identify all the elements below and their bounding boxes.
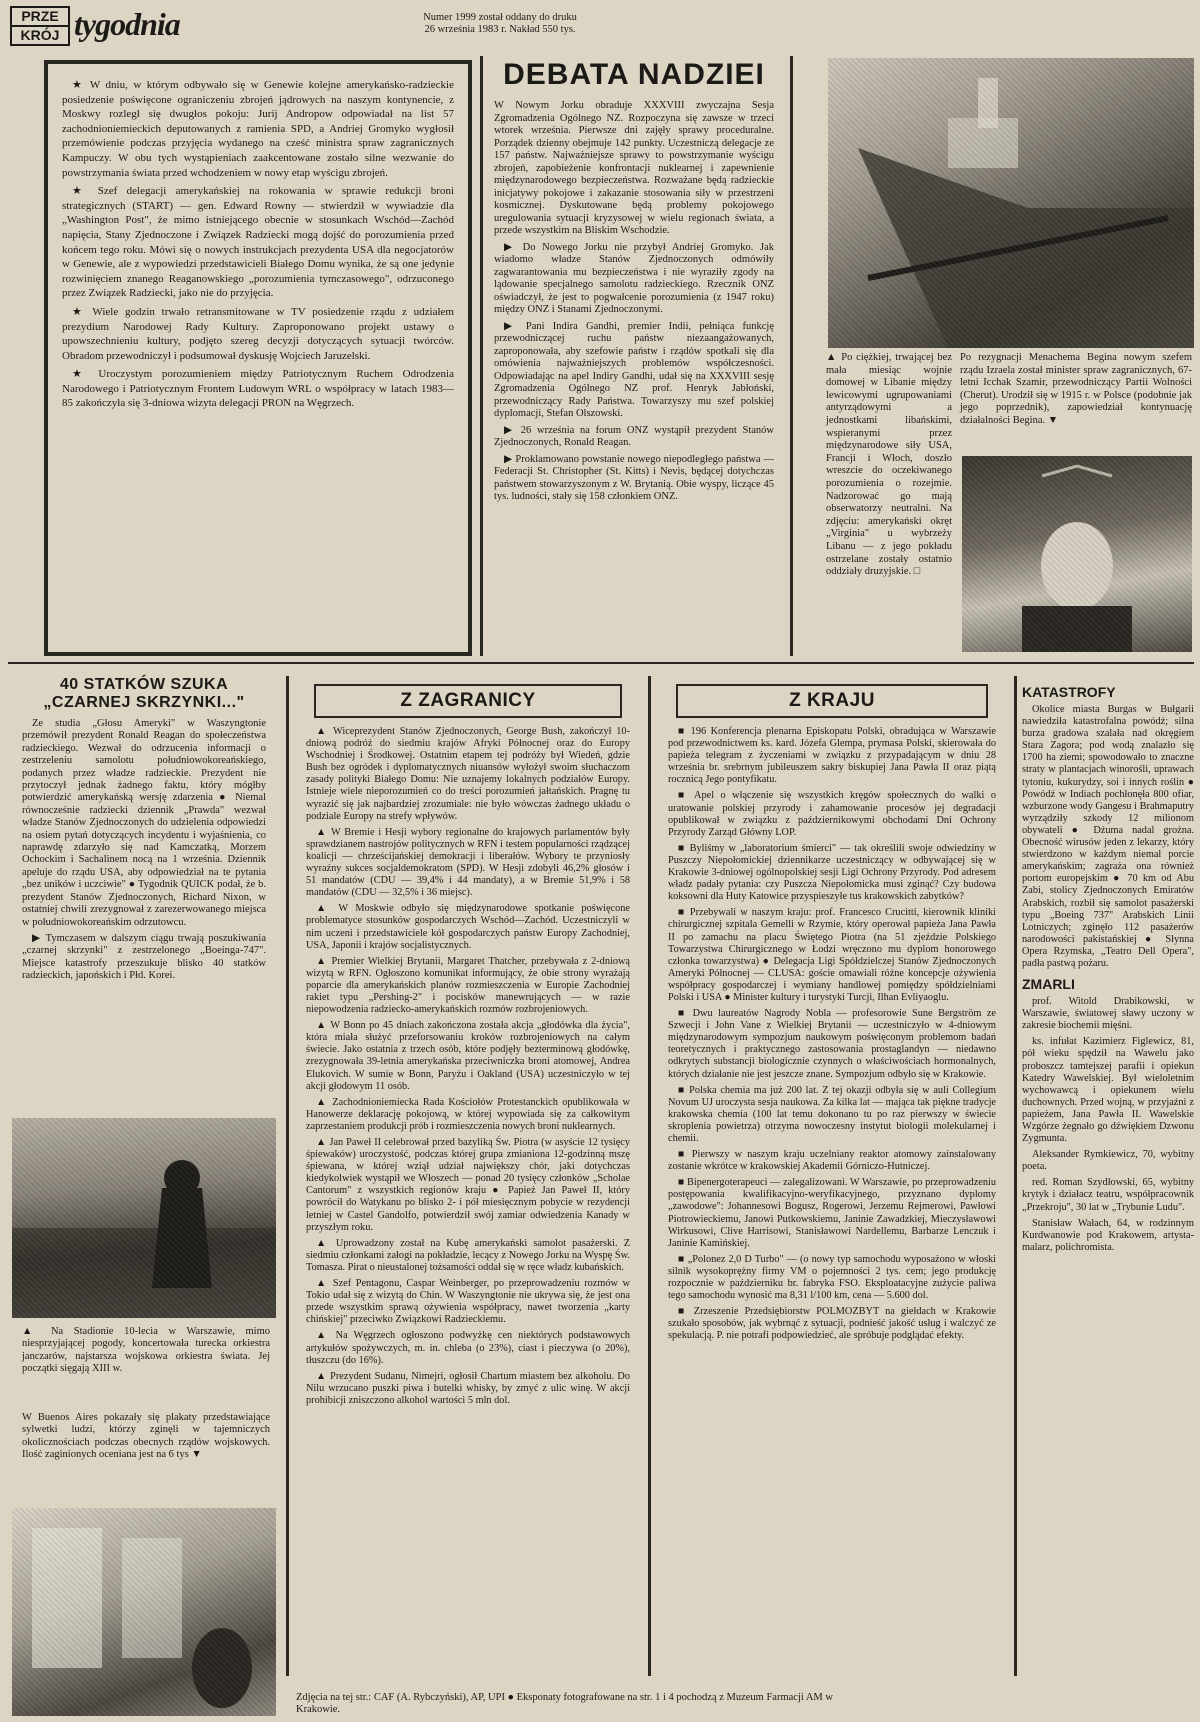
debata-para-4: ▶ 26 września na forum ONZ wystąpił prezydent Stanów Zjednoczonych, Ronald Reagan.: [494, 424, 774, 448]
debata-para-3: ▶ Pani Indira Gandhi, premier Indii, pełniąca funkcję przewodniczącej ruchu państw niezaangażowanych, zaproponowała, aby szefowie państw i rządów spotkali się dla omówienia najważniejszych problemów współczesności. Odpowiadając na apel Indiry Gandhi, udał się na XXXVIII sesję Zgromadzenia Ogólnego NZ prof. Henryk Jabłoński, przewodniczący Rady Państwa. Towarzyszy mu szef polskiej dyplomacji, Stefan Olszowski.: [494, 320, 774, 419]
kraju-section: [656, 684, 1008, 1347]
zagranicy-title: Z ZAGRANICY: [314, 684, 622, 718]
zmarli-para-3: Aleksander Rymkiewicz, 70, wybitny poeta.: [1022, 1149, 1194, 1173]
photo-credits: Zdjęcia na tej str.: CAF (A. Rybczyński), AP, UPI ● Eksponaty fotografowane na str. 1 i 4 pochodzą z Muzeum Farmacji AM w Krakowie.: [296, 1692, 833, 1715]
warship-icon: [828, 58, 1194, 348]
zmarli-para-1: prof. Witold Drabikowski, w Warszawie, światowej sławy uczony w zakresie biochemii mięśni.: [1022, 996, 1194, 1032]
kraju-para-9: ■ „Polonez 2,0 D Turbo" — (o nowy typ samochodu wyposażono w włoski silnik wysokoprężny firmy VM o pojemności 2 tys. cem; jego produkcję rozpocznie w październiku br. fabryka FSO. Eksploatacyjne zużycie paliwa tego samochodu wynosić ma 8,31 l/100 km, cena — 5.600 dol.: [668, 1253, 996, 1302]
statki-title-1: 40 STATKÓW SZUKA: [59, 676, 229, 693]
zmarli-para-2: ks. infułat Kazimierz Figlewicz, 81, pół wieku spędził na Wawelu jako proboszcz tamtejszej parafii i opiekun Katedry Wawelskiej. Był wieloletnim wychowawcą i opiekunem wielu duchownych. Przed wojną, w przyjaźni z papieżem, Jana Pawła II. Wawelskie Wzgórze żegnało go dźwiękiem Dzwonu Zygmunta.: [1022, 1036, 1194, 1145]
statki-para-1: Ze studia „Głosu Ameryki" w Waszyngtonie przemówił prezydent Ronald Reagan do społeczeństwa radzieckiego. Wezwał do odrzucenia informacji o zestrzeleniu samolotu południowokoreańskiego, podanych przez władze radzieckie. Prezydent nie przytoczył jednak żadnego faktu, który mógłby potwierdzić amerykańską wersję zdarzenia ● Niemal równocześnie radziecki dziennik „Prawda" wezwał władze Stanów Zjednoczonych do udzielenia odpowiedzi na osiem pytań dotyczących incydentu i wyjaśnienia, co naprawdę zdarzyło się nad Kamczatką, Morzem Ochockim i Sachalinem nocą na 1 września. Dziennik apeluje do rządu USA, aby odpowiedział na te pytania „bez uników i uczciwie" ● Tygodnik QUICK podał, że b. prezydent Stanów Zjednoczonych, Richard Nixon, w ostatniej chwili zrezygnował z zarezerwowanego miejsca w południowokoreańskim odrzutowcu.: [22, 718, 266, 928]
imprint-line1: Numer 1999 został oddany do druku: [423, 12, 577, 23]
kraju-para-4: ■ Przebywali w naszym kraju: prof. Francesco Crucitti, kierownik kliniki chirurgicznej szpitala Gemelli w Rzymie, który operował papieża Jana Pawła II po zamachu na placu Świętego Piotra (na 51 zjeździe Polskiego Towarzystwa Chirurgicznego w Łodzi wręczono mu dyplom honorowego członka towarzystwa) ● Delegacja Ligi Spółdzielczej Stanów Zjednoczonych Ameryki Północnej — CLUSA: goście omawiali różne koncepcje ożywienia współpracy gospodarczej i wymiany handlowej pomiędzy spółdzielniami Polski i USA ● Minister kultury i turystyki Turcji, Ilhan Evliyaoglu.: [668, 907, 996, 1003]
zagranicy-para-9: ▲ Szef Pentagonu, Caspar Weinberger, po przeprowadzeniu rozmów w Tokio udał się z wizytą do Chin. W Waszyngtonie nie ukrywa się, że jest ona przede wszystkim sprawą ożywienia współpracy, nawet tworzenia „karty chińskiej" przeciwko Związkowi Radzieckiemu.: [306, 1278, 630, 1326]
debata-rule-right: [790, 56, 793, 656]
zagranicy-rule-right: [648, 676, 651, 1676]
masthead: [10, 6, 370, 46]
top-news-box: [44, 60, 472, 656]
zagranicy-para-1: ▲ Wiceprezydent Stanów Zjednoczonych, George Bush, zakończył 10-dniową podróż do siedmiu krajów Afryki Północnej oraz do Europy Wschodniej i Środkowej. Ostatnim etapem tej podróży był Wiedeń, gdzie Bush bez ogródek i dyplomatycznych niuansów wyłożył swoim słuchaczom zasady polityki Białego Domu: Nie uznajemy lokalnych podziałów Europy. Istnieje wiele nieporozumień co do treści porozumień jałtańskich. Pragnę tu wyrazić się jak najbardziej zrozumiale: nie było wówczas żadnego układu o podziale Europy na strefy wpływów.: [306, 726, 630, 822]
portrait-icon: [962, 456, 1192, 652]
kraju-title: Z KRAJU: [676, 684, 988, 718]
kraju-para-7: ■ Pierwszy w naszym kraju uczelniany reaktor atomowy zainstalowany zostanie wkrótce w krakowskiej Akademii Górniczo-Hutniczej.: [668, 1149, 996, 1173]
logo: [10, 6, 70, 46]
kraju-para-10: ■ Zrzeszenie Przedsiębiorstw POLMOZBYT na giełdach w Krakowie szukało sposobów, jak wybrnąć z sytuacji, podnieść jakość usług i walczyć ze spekulacją. P. nie potrafi podpowiedzieć, ale spróbuje podglądać efekty.: [668, 1306, 996, 1342]
kraju-para-6: ■ Polska chemia ma już 200 lat. Z tej okazji odbyła się w auli Collegium Novum UJ uroczysta sesja naukowa. Za kilka lat — mająca tak piękne tradycje krakowska chemia (100 lat temu dokonano tu po raz pierwszy w świecie skroplenia powietrza) otrzyma nowoczesny instytut biologii molekularnej i chemii.: [668, 1084, 996, 1144]
statki-title-2: „CZARNEJ SKRZYNKI...": [43, 694, 245, 711]
kraju-rule-right: [1014, 676, 1017, 1676]
zmarli-title: ZMARLI: [1022, 976, 1075, 993]
zagranicy-para-2: ▲ W Bremie i Hesji wybory regionalne do krajowych parlamentów były sprawdzianem nastrojów politycznych w RFN i testem popularności rządzącej koalicji — chrześcijańskiej demokracji i liberałów. Wybory te przyniosły wyraźny sukces socjaldemokratom (SPD). W Hesji zdobyli 46,2% głosów i 51 mandatów (CDU — 39,4% i 44 mandaty), a w Bremie 51,9% i 58 mandatów (CDU — 32,5% i 36 miejsc).: [306, 826, 630, 899]
imprint: [370, 12, 630, 36]
zagranicy-rule-left: [286, 676, 289, 1676]
top-news-4: ★ Uroczystym porozumieniem między Patriotycznym Ruchem Odrodzenia Narodowego i Patriotycznym Frontem Ludowym WRL o współpracy w latach 1983—85 zakończyła się 3-dniowa wizyta delegacji PRON na Węgrzech.: [62, 368, 454, 410]
top-news-2: ★ Szef delegacji amerykańskiej na rokowania w sprawie redukcji broni strategicznych (START) — gen. Edward Rowny — stwierdził w wywiadzie dla „Washington Post", że mimo istniejącego obecnie w stosunkach Wschód—Zachód napięcia, Stany Zjednoczone i Związek Radziecki mogą dojść do porozumienia przed końcem tego roku. Mówi się o nowych instrukcjach prezydenta USA dla negocjatorów w Genewie, ale z wypowiedzi przedstawicieli Białego Domu wynika, że są one jedynie rozwinięciem znanego Reaganowskiego „porozumienia tymczasowego", odrzuconego przez Związek Radziecki, jako nie do przyjęcia.: [62, 185, 454, 300]
katastrofy-section: [1022, 684, 1194, 1258]
photo-buenos-aires: [12, 1508, 276, 1716]
logo-line1: PRZE: [12, 8, 68, 27]
photo-shamir: [962, 456, 1192, 652]
debata-section: [484, 56, 784, 654]
orchestra-icon: [12, 1118, 276, 1318]
zagranicy-para-6: ▲ Zachodnioniemiecka Rada Kościołów Protestanckich opublikowała w Hanowerze deklarację pokojową, w której wypowiada się za całkowitym zaprzestaniem produkcji prób i rozmieszczenia nowych broni nuklearnych.: [306, 1096, 630, 1132]
katastrofy-para-1: Okolice miasta Burgas w Bułgarii nawiedziła katastrofalna powódź; silna burza gradowa szalała nad okręgiem Stara Zagora; pod wodą znalazło się 1700 ha ziemi; spowodowało to znaczne straty w plantacjach winorośli, uprawach tytoniu, kukurydzy, soi i innych roślin ● Powódź w Indiach pochłonęła 800 ofiar, wzburzone wody Gangesu i Brahmaputry wyrządziły szkody 12 milionom obywateli ● Dżuma nadal groźna. Obecność wirusów jeden z lekarzy, który stwierdzono w każdym niemal porcie amerykańskim; zagraża ona również portom europejskim ● 70 km od Abu Zabi, stolicy Zjednoczonych Emiratów Arabskich, rozbił się samolot pasażerski typu „Boeing 737" Arabskich Linii Lotniczych; zginęło 112 pasażerów narodowości pakistańskiej ● Słynna Opera Rzymska, „Teatro Dell Opera", padła pastwą pożaru.: [1022, 704, 1194, 969]
debata-title: DEBATA NADZIEI: [503, 58, 765, 91]
zagranicy-para-7: ▲ Jan Paweł II celebrował przed bazyliką Św. Piotra (w asyście 12 tysięcy śpiewaków) uroczystość, podczas której grupa zmianiona 12-godzinną mszę śpiewana, w której wziął udział największy chór, jaki dotychczas kiedykolwiek wystąpił we Włoszech — ponad 20 tysięcy członków „Scholae Cantorum" z wszystkich regionów kraju ● Papież Jan Paweł II, który powrócił do Watykanu po blisko 2- i pół miesięcznym pobycie w rezydencji letniej w Castel Gandolfo, potwierdził swój zamiar odwiedzenia Kanady w przyszłym roku.: [306, 1137, 630, 1233]
zagranicy-para-3: ▲ W Moskwie odbyło się międzynarodowe spotkanie poświęcone problematyce stosunków gospodarczych Wschód—Zachód. Uczestniczyli w nim uczeni i przedstawiciele kół gospodarczych państw Europy Zachodniej, USA, Japonii i krajów socjalistycznych.: [306, 903, 630, 951]
kraju-para-5: ■ Dwu laureatów Nagrody Nobla — profesorowie Sune Bergström ze Szwecji i John Vane z Wielkiej Brytanii — uczestniczyło w 4-dniowym międzynarodowym sympozjum naukowym poświęconym problemom badań teoretycznych i praktycznego zastosowania prostaglandyn — niedawno odkrytych substancji biologicznie czynnych o właściwościach hormonalnych, których działanie nie jest jeszcze znane. Sympozjum odbyło się w Krakowie.: [668, 1008, 996, 1080]
imprint-line2: 26 września 1983 r. Nakład 550 tys.: [424, 24, 576, 35]
logo-line2: KRÓJ: [20, 27, 60, 43]
photo-janissary: [12, 1118, 276, 1318]
zagranicy-para-8: ▲ Uprowadzony został na Kubę amerykański samolot pasażerski. Z siedmiu członkami załogi na pokładzie, lecący z Nowego Jorku na Wyspę Św. Tomasza. Pirat o nieustalonej tożsamości oddał się w ręce władz kubańskich.: [306, 1237, 630, 1273]
zmarli-para-5: Stanisław Wałach, 64, w rodzinnym Kurdwanowie pod Krakowem, artysta-malarz, polichromista.: [1022, 1217, 1194, 1253]
katastrofy-title: KATASTROFY: [1022, 684, 1116, 700]
zmarli-para-4: red. Roman Szydłowski, 65, wybitny krytyk i działacz teatru, współpracownik „Przekroju", 30 lat w „Trybunie Ludu".: [1022, 1177, 1194, 1213]
top-news-1: ★ W dniu, w którym odbywało się w Genewie kolejne amerykańsko-radzieckie posiedzenie poświęcone ograniczeniu zbrojeń jądrowych na naszym kontynencie, z Moskwy rozległ się dwugłos pokoju: Jurij Andropow odpowiadał na list 57 zachodnioniemieckich deputowanych z ramienia SPD, a Andriej Gromyko wygłosił przemówienie podczas przyjęcia wydanego na cześć ministra spraw zagranicznych Kampuczy. W obu tych wystąpieniach zaakcentowane zostało silne wezwanie do powstrzymania świata przed wchodzeniem w nowy etap wyścigu zbrojeń.: [62, 79, 454, 179]
debata-para-2: ▶ Do Nowego Jorku nie przybył Andriej Gromyko. Jak wiadomo władze Stanów Zjednoczonych odmówiły zagwarantowania mu bezpieczeństwa i nie wyraziły zgody na lądowanie specjalnego samolotu radzieckiego. Rzecznik ONZ oświadczył, że jest to pogwałcenie porozumienia (z 1947 roku) między ONZ i Stanami Zjednoczonymi.: [494, 241, 774, 315]
top-news-3: ★ Wiele godzin trwało retransmitowane w TV posiedzenie rządu z udziałem prezydium Narodowej Rady Kultury. Zaproponowano projekt ustawy o upowszechnieniu kultury, podjęto szereg decyzji dotyczących sytuacji twórców. Obradom przewodniczył i podsumował dyskusję Wojciech Jaruzelski.: [62, 305, 454, 362]
statki-para-2: ▶ Tymczasem w dalszym ciągu trwają poszukiwania „czarnej skrzynki" z zestrzelonego „Boeinga-747". Miejsce katastrofy przeszukuje blisko 40 statków radzieckich, japońskich i Płd. Korei.: [22, 932, 266, 982]
zagranicy-para-5: ▲ W Bonn po 45 dniach zakończona została akcja „głodówka dla życia", która miała służyć przeforsowaniu kroków rozbrojeniowych na całym świecie. Jako ostatnia z trzech osób, które podjęły bezterminową głodówkę, zrezygnowała 39-letnia amerykańska przeciwniczka broni atomowej, Andrea Elukovich. W sumie w Bonn, Paryżu i Oakland (USA) uczestniczyło w tej akcji głodowym 11 osób.: [306, 1020, 630, 1092]
caption-buenos: W Buenos Aires pokazały się plakaty przedstawiające sylwetki ludzi, którzy zginęli w tajemniczych okolicznościach podczas obecnych rządów wojskowych. Ilość zaginionych oceniana jest na 6 tys ▼: [22, 1412, 270, 1461]
debata-para-1: W Nowym Jorku obraduje XXXVIII zwyczajna Sesja Zgromadzenia Ogólnego NZ. Rozpoczyna się zawsze w trzeci wtorek września. Pierwsze dni zajęły sprawy proceduralne. Porządek dzienny obejmuje 142 punkty. Uczestniczą delegacje ze 157 państw. Najważniejsze sprawy to powstrzymanie wyścigu zbrojeń, zapobieżenie konfrontacji nuklearnej i zapewnienie międzynarodowego bezpieczeństwa. Rozważane będą radzieckie inicjatywy pokojowe i zakazanie stosowania siły w przestrzeni kosmicznej. Dyskutowane będą problemy pokojowego uregulowania sytuacji kryzysowej w wielu regionach świata, a przede wszystkim na Bliskim Wschodzie.: [494, 100, 774, 236]
zagranicy-para-4: ▲ Premier Wielkiej Brytanii, Margaret Thatcher, przebywała z 2-dniową wizytą w RFN. Ogłoszono komunikat informujący, że obie strony wyrażają poparcie dla amerykańskich planów rozmieszczenia w Europie Zachodniej rakiet typu „Pershing-2" i pocisków manewrujących — w razie niepowodzenia radziecko-amerykańskich rozmów rozbrojeniowych.: [306, 955, 630, 1016]
caption-shamir: Po rezygnacji Menachema Begina nowym szefem rządu Izraela został minister spraw zagranicznych, 67-letni Icchak Szamir, przewodniczący Partii Wolności (Cherut). Urodził się w 1915 r. w Polsce (podobnie jak jego poprzednik), zapowiedział kontynuację działalności Begina. ▼: [960, 352, 1192, 426]
tygodnia-title: tygodnia: [74, 6, 180, 42]
photo-warship: [828, 58, 1194, 348]
debata-rule-left: [480, 56, 483, 656]
poster-wall-icon: [12, 1508, 276, 1716]
zagranicy-para-11: ▲ Prezydent Sudanu, Nimejri, ogłosił Chartum miastem bez alkoholu. Do Nilu wrzucano puszki piwa i butelki whisky, by zmyć z ulic winę. W akcji prohibicji zniszczono alkohol wartości 5 mln dol.: [306, 1370, 630, 1406]
statki-section: [10, 676, 278, 987]
zagranicy-para-10: ▲ Na Węgrzech ogłoszono podwyżkę cen niektórych podstawowych artykułów spożywczych, m. in. chleba (o 23%), ciast i pieczywa (o 20%), tłuszczu (do 16%).: [306, 1330, 630, 1366]
kraju-para-8: ■ Bipenergoterapeuci — zalegalizowani. W Warszawie, po przeprowadzeniu postępowania kwalifikacyjno-weryfikacyjnego, przyznano dyplomy „zawodowe": Johannesowi Bogusz, Rogerowi, Jerzemu Rejmerowi, Pawłowi Piotrowieckiemu, Janowi Putkowskiemu, Janinie Zawadzkiej, Mieczysławowi Wirkusowi, Clive Harrisowi, Stanisławowi Nardellemu, Barbarze Lenczuk i Janinie Kamińskiej.: [668, 1177, 996, 1249]
zagranicy-section: [294, 684, 642, 1411]
upper-lower-rule: [8, 662, 1194, 664]
caption-warship: ▲ Po ciężkiej, trwającej bez mała miesiąc wojnie domowej w Libanie między lewicowymi ugrupowaniami antyrządowymi a jednostkami libańskimi, wspieranymi przez międzynarodowe siły USA, Francji i Włoch, doszło wreszcie do oczekiwanego porozumienia o rozejmie. Nadzorować go mają obserwatorzy neutralni. Na zdjęciu: amerykański okręt „Virginia" u wybrzeży Libanu — z jego pokładu ostrzelane zostały ostatnio oddziały druzyjskie. □: [826, 352, 952, 578]
caption-janissary: ▲ Na Stadionie 10-lecia w Warszawie, mimo niesprzyjającej pogody, koncertowała turecka orkiestra janczarów, najstarsza wojskowa orkiestra świata. Jej początki sięgają XIII w.: [22, 1326, 270, 1375]
kraju-para-2: ■ Apel o włączenie się wszystkich kręgów społecznych do walki o uratowanie polskiej przyrody i zahamowanie procesów jej degradacji opublikował w związku z październikowymi obchodami Dni Ochrony Przyrody Zarząd Główny LOP.: [668, 790, 996, 838]
kraju-para-3: ■ Byliśmy w „laboratorium śmierci" — tak określili swoje odwiedziny w Puszczy Niepołomickiej dziennikarze uczestniczący w odbywającej się w Krakowie 3-dniowej ogólnopolskiej sesji Ligi Ochrony Przyrody. Pod adresem władz padały pytania: czy Puszcza Niepołomicka musi zginąć? Czy budowa koksowni dla Huty Katowice przyspieszyłe tus krakowskich zabytków?: [668, 842, 996, 903]
kraju-para-1: ■ 196 Konferencja plenarna Episkopatu Polski, obradująca w Warszawie pod przewodnictwem ks. kard. Józefa Glempa, prymasa Polski, skierowała do papieża telegram z życzeniami w związku z przypadającym w dniu 28 września br. srebrnym jubileuszem sakry biskupiej Jana Pawła II oraz piątą rocznicą Jego pontyfikatu.: [668, 726, 996, 786]
debata-para-5: ▶ Proklamowano powstanie nowego niepodległego państwa — Federacji St. Christopher (St. Kitts) i Nevis, będącej dotychczas państwem stowarzyszonym z W. Brytanią. Obie wyspy, liczące 45 tys. ludności, stały się 158 członkiem ONZ.: [494, 453, 774, 502]
